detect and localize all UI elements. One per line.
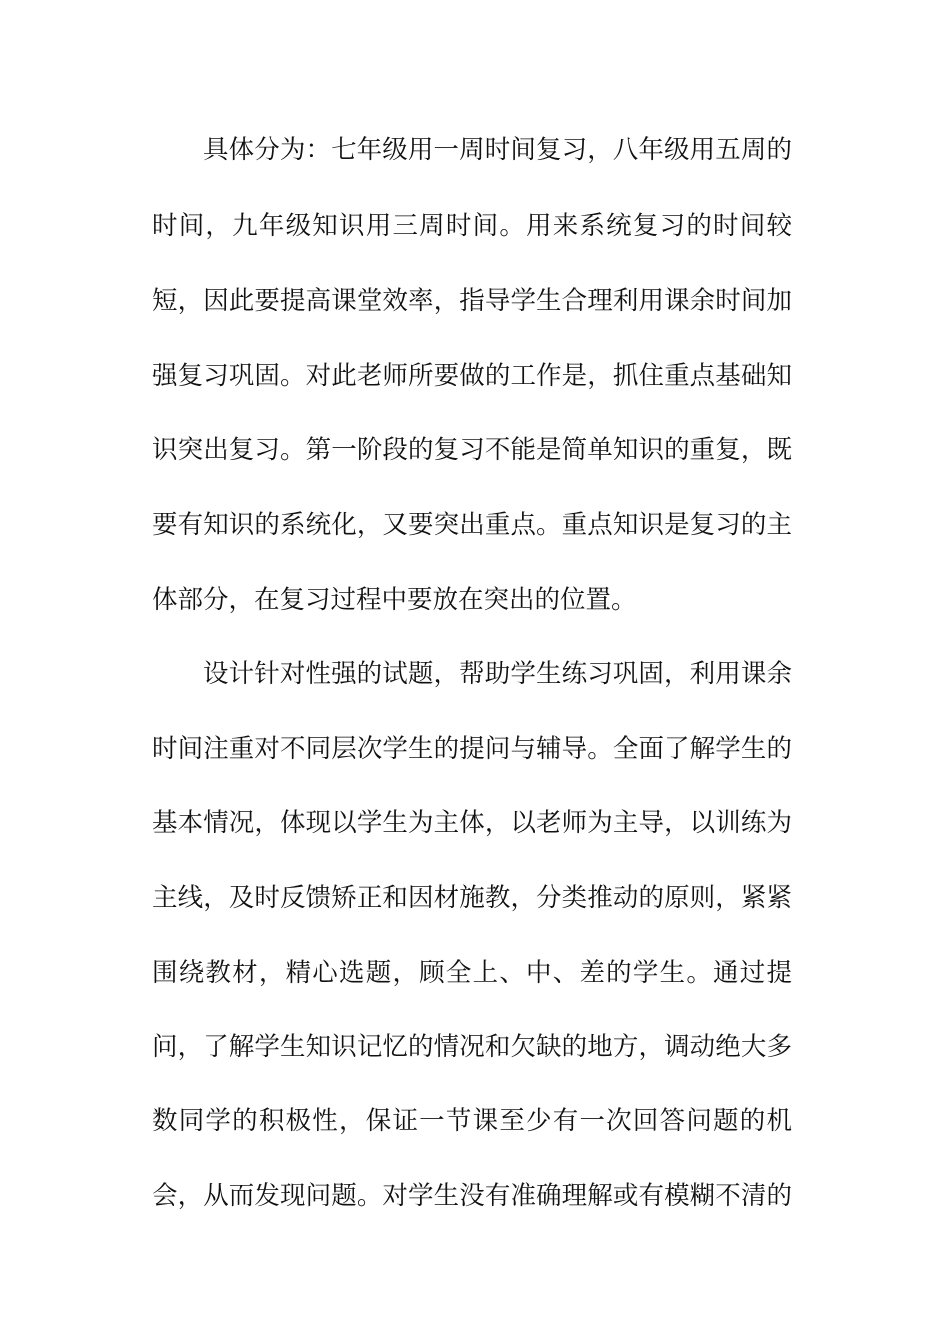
paragraph-2-line-4: 主线，及时反馈矫正和因材施教，分类推动的原则，紧紧 [152, 883, 792, 913]
paragraph-2-line-7: 数同学的积极性，保证一节课至少有一次回答问题的机 [152, 1106, 792, 1136]
paragraph-2-line-2: 时间注重对不同层次学生的提问与辅导。全面了解学生的 [152, 734, 792, 764]
paragraph-1-line-4: 强复习巩固。对此老师所要做的工作是，抓住重点基础知 [152, 361, 792, 391]
paragraph-2-line-6: 问，了解学生知识记忆的情况和欠缺的地方，调动绝大多 [152, 1032, 792, 1062]
paragraph-1-line-2: 时间，九年级知识用三周时间。用来系统复习的时间较 [152, 211, 792, 241]
paragraph-2-line-5: 围绕教材，精心选题，顾全上、中、差的学生。通过提 [152, 958, 792, 988]
paragraph-2-line-8: 会，从而发现问题。对学生没有准确理解或有模糊不清的 [152, 1181, 792, 1211]
paragraph-1-line-6: 要有知识的系统化，又要突出重点。重点知识是复习的主 [152, 510, 792, 540]
paragraph-1-line-3: 短，因此要提高课堂效率，指导学生合理利用课余时间加 [152, 286, 792, 316]
paragraph-2-line-3: 基本情况，体现以学生为主体，以老师为主导，以训练为 [152, 808, 792, 838]
paragraph-1-line-1: 具体分为：七年级用一周时间复习，八年级用五周的 [203, 135, 792, 165]
paragraph-2-line-1: 设计针对性强的试题，帮助学生练习巩固，利用课余 [203, 659, 792, 689]
paragraph-1-line-7: 体部分，在复习过程中要放在突出的位置。 [152, 585, 637, 615]
paragraph-1-line-5: 识突出复习。第一阶段的复习不能是简单知识的重复，既 [152, 435, 792, 465]
